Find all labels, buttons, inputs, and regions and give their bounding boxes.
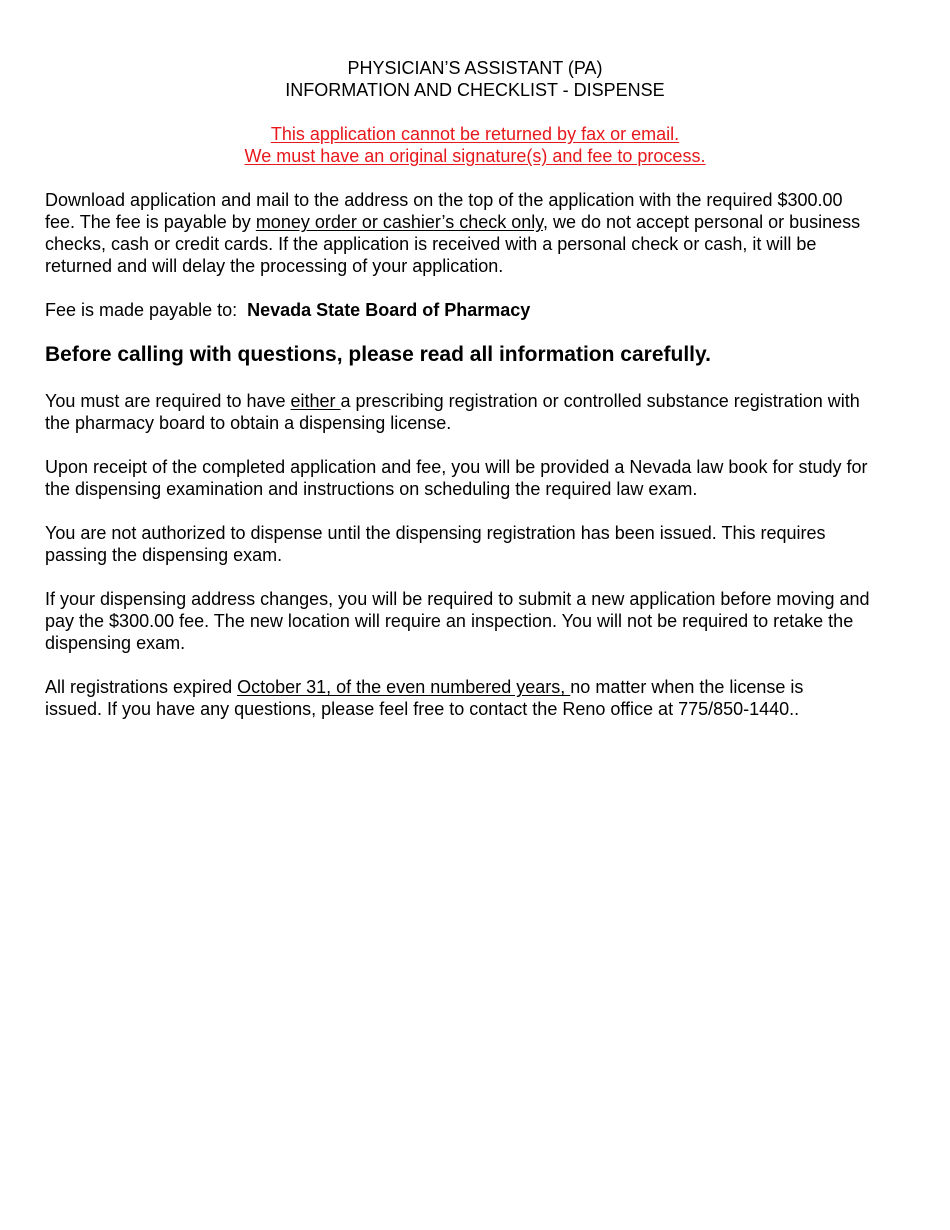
paragraph-registration-requirement	[45, 390, 905, 434]
expiration-date-underlined: October 31, of the even numbered years,	[237, 677, 571, 697]
payment-method-underlined: money order or cashier’s check only	[255, 212, 543, 232]
fee-payee-name: Nevada State Board of Pharmacy	[247, 300, 531, 320]
title-line-2: INFORMATION AND CHECKLIST - DISPENSE	[285, 80, 665, 100]
paragraph-authorization	[45, 522, 905, 566]
paragraph-line: fee. The fee is payable by money order or cashier’s check only, we do not accept personal or business	[45, 212, 861, 232]
paragraph-expiration	[45, 676, 905, 720]
paragraph-line: returned and will delay the processing of your application.	[45, 256, 504, 276]
document-title	[45, 57, 905, 101]
read-carefully-heading: Before calling with questions, please read all information carefully.	[45, 343, 711, 366]
paragraph-line: Upon receipt of the completed application and fee, you will be provided a Nevada law book for study for	[45, 457, 868, 477]
paragraph-mailing-instructions	[45, 189, 905, 277]
warning-notice	[45, 123, 905, 167]
paragraph-line: You must are required to have either a prescribing registration or controlled substance registration with	[45, 391, 860, 411]
either-underlined: either	[290, 391, 341, 411]
paragraph-line: All registrations expired October 31, of the even numbered years, no matter when the license is	[45, 677, 804, 697]
warning-line-2: We must have an original signature(s) and fee to process.	[244, 146, 706, 166]
paragraph-line: You are not authorized to dispense until the dispensing registration has been issued. This requires	[45, 523, 826, 543]
paragraph-line: checks, cash or credit cards. If the application is received with a personal check or cash, it will be	[45, 234, 817, 254]
paragraph-line: pay the $300.00 fee. The new location will require an inspection. You will not be required to retake the	[45, 611, 854, 631]
paragraph-line: dispensing exam.	[45, 633, 186, 653]
paragraph-line: issued. If you have any questions, please feel free to contact the Reno office at 775/850-1440..	[45, 699, 800, 719]
paragraph-address-change	[45, 588, 905, 654]
warning-line-1: This application cannot be returned by fax or email.	[270, 124, 680, 144]
paragraph-line: the pharmacy board to obtain a dispensing license.	[45, 413, 452, 433]
paragraph-line: the dispensing examination and instructions on scheduling the required law exam.	[45, 479, 698, 499]
paragraph-law-book	[45, 456, 905, 500]
fee-payee-label: Fee is made payable to:	[45, 300, 238, 320]
fee-payee-line	[45, 299, 905, 321]
paragraph-line: Download application and mail to the address on the top of the application with the required $300.00	[45, 190, 843, 210]
title-line-1: PHYSICIAN’S ASSISTANT (PA)	[347, 58, 603, 78]
paragraph-line: passing the dispensing exam.	[45, 545, 283, 565]
paragraph-line: If your dispensing address changes, you will be required to submit a new application before moving and	[45, 589, 870, 609]
